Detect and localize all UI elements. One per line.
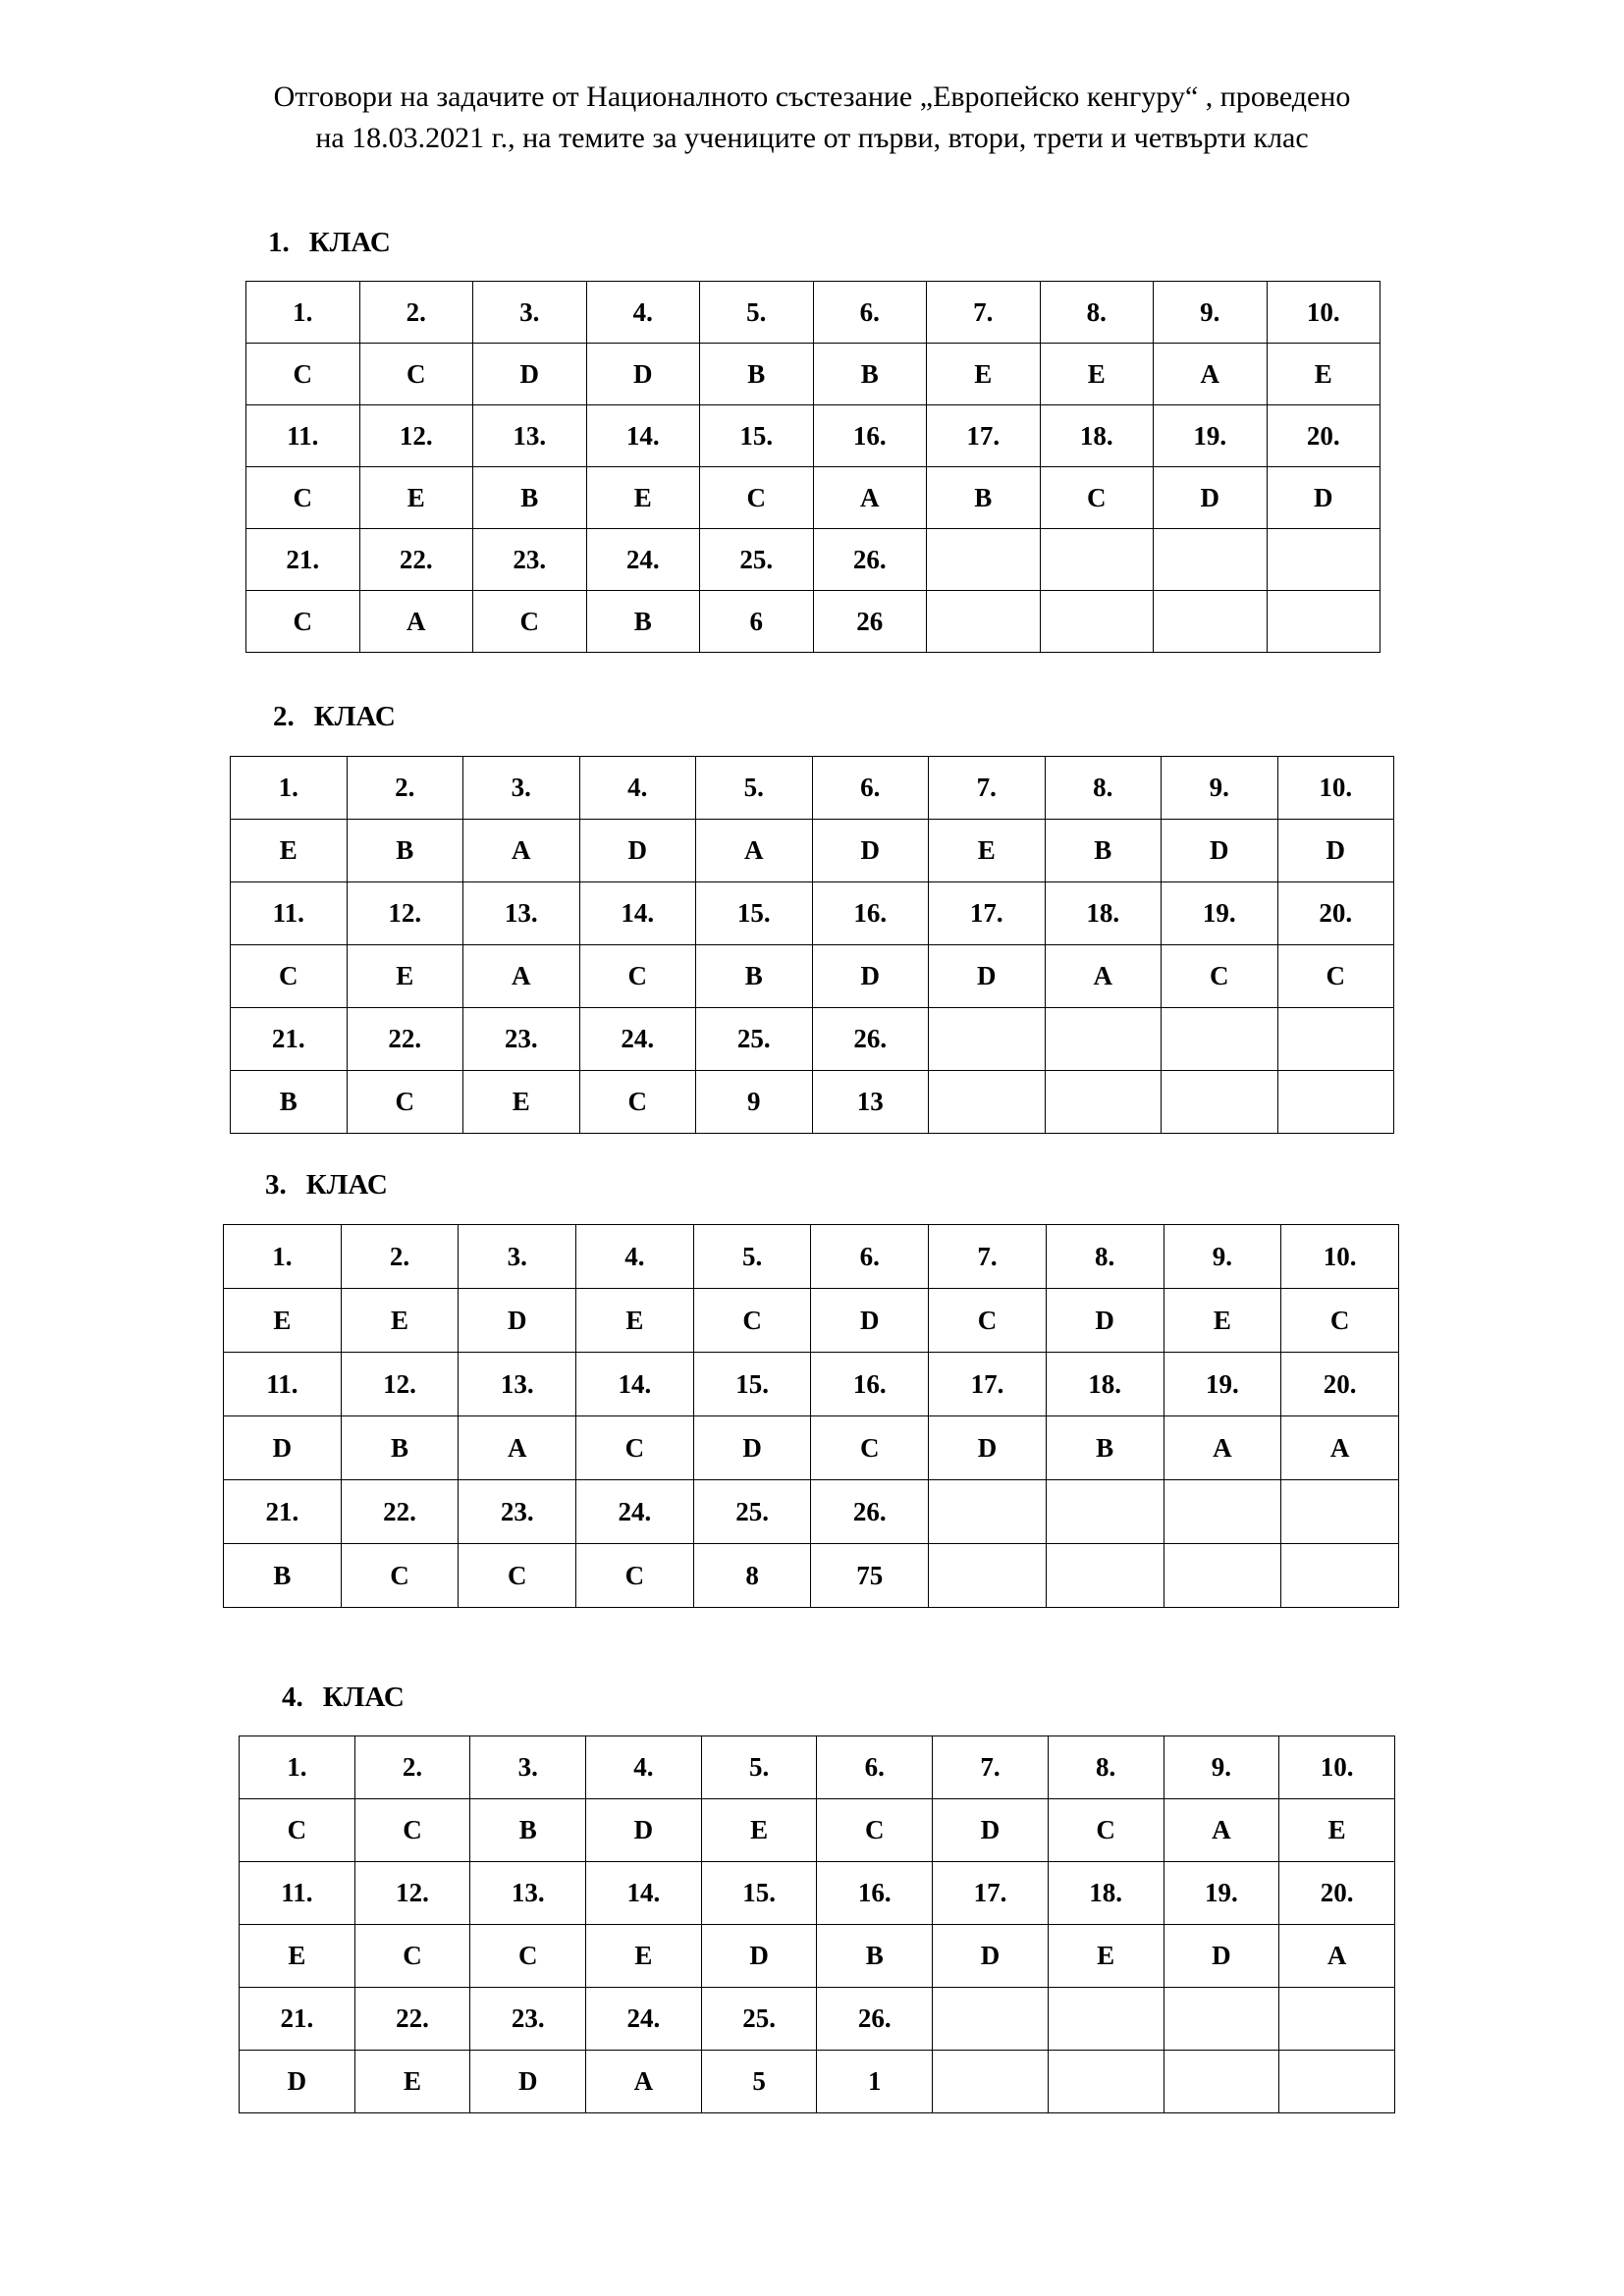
answer-cell: D xyxy=(1046,1289,1164,1353)
answer-cell: D xyxy=(929,945,1046,1008)
question-number-cell: 16. xyxy=(817,1862,933,1925)
answer-cell: 6 xyxy=(700,591,814,653)
question-number-cell: 12. xyxy=(354,1862,470,1925)
question-number-cell: 5. xyxy=(701,1736,817,1799)
answer-cell: A xyxy=(1045,945,1162,1008)
answer-cell: C xyxy=(347,1071,463,1134)
question-number-cell: 18. xyxy=(1046,1353,1164,1416)
answer-cell: D xyxy=(473,344,587,405)
question-number-cell: 14. xyxy=(576,1353,694,1416)
question-number-cell xyxy=(1045,1008,1162,1071)
answer-cell: 75 xyxy=(811,1544,929,1608)
section-heading-grade-2 xyxy=(273,700,396,733)
question-number-cell: 15. xyxy=(701,1862,817,1925)
answer-cell: C xyxy=(240,1799,355,1862)
answer-cell: D xyxy=(240,2051,355,2113)
answer-row xyxy=(224,1289,1399,1353)
question-number-cell: 2. xyxy=(359,282,473,344)
answer-cell: E xyxy=(701,1799,817,1862)
question-number-cell: 3. xyxy=(470,1736,586,1799)
section-label: КЛАС xyxy=(313,701,396,732)
question-number-cell: 12. xyxy=(359,405,473,467)
question-number-cell xyxy=(1048,1988,1164,2051)
answer-cell: D xyxy=(1267,467,1380,529)
answer-cell: A xyxy=(1281,1416,1399,1480)
answer-cell: E xyxy=(347,945,463,1008)
answer-row xyxy=(240,2051,1395,2113)
answer-cell: E xyxy=(240,1925,355,1988)
answer-cell: C xyxy=(811,1416,929,1480)
document-title-line-1: Отговори на задачите от Националното състезание „Европейско кенгуру“ , проведено xyxy=(273,80,1351,113)
question-number-cell xyxy=(933,1988,1049,2051)
question-number-cell xyxy=(1040,529,1154,591)
question-number-cell: 11. xyxy=(240,1862,355,1925)
section-number: 1. xyxy=(268,227,290,258)
question-number-cell: 11. xyxy=(231,882,348,945)
question-number-cell xyxy=(927,529,1041,591)
question-number-row xyxy=(231,1008,1394,1071)
section-number: 2. xyxy=(273,701,295,732)
question-number-cell: 4. xyxy=(586,282,700,344)
question-number-cell: 20. xyxy=(1281,1353,1399,1416)
question-number-cell xyxy=(929,1008,1046,1071)
answer-cell: B xyxy=(347,820,463,882)
question-number-cell: 2. xyxy=(354,1736,470,1799)
answer-cell: D xyxy=(1154,467,1268,529)
answer-cell: C xyxy=(700,467,814,529)
question-number-row xyxy=(240,1988,1395,2051)
section-number: 3. xyxy=(265,1169,287,1201)
question-number-cell xyxy=(1164,1988,1279,2051)
question-number-cell: 25. xyxy=(701,1988,817,2051)
question-number-cell: 5. xyxy=(696,757,813,820)
question-number-cell: 7. xyxy=(933,1736,1049,1799)
question-number-cell: 14. xyxy=(586,1862,702,1925)
section-heading-grade-3 xyxy=(265,1168,388,1201)
answer-cell: C xyxy=(693,1289,811,1353)
question-number-cell xyxy=(1154,529,1268,591)
answer-cell: A xyxy=(1154,344,1268,405)
answer-cell: E xyxy=(929,820,1046,882)
answer-row xyxy=(224,1416,1399,1480)
answer-cell: B xyxy=(817,1925,933,1988)
answer-cell: B xyxy=(473,467,587,529)
answer-cell: B xyxy=(1045,820,1162,882)
answer-cell xyxy=(929,1544,1047,1608)
answer-cell: D xyxy=(470,2051,586,2113)
question-number-cell xyxy=(1164,1480,1281,1544)
answer-cell: D xyxy=(929,1416,1047,1480)
question-number-cell: 1. xyxy=(224,1225,342,1289)
question-number-row xyxy=(240,1862,1395,1925)
question-number-cell: 17. xyxy=(929,1353,1047,1416)
question-number-cell: 5. xyxy=(693,1225,811,1289)
question-number-cell: 7. xyxy=(929,1225,1047,1289)
question-number-cell: 6. xyxy=(812,757,929,820)
answer-cell: 5 xyxy=(701,2051,817,2113)
question-number-cell: 21. xyxy=(240,1988,355,2051)
question-number-cell: 3. xyxy=(473,282,587,344)
question-number-cell: 14. xyxy=(586,405,700,467)
question-number-cell: 10. xyxy=(1279,1736,1395,1799)
answer-cell: C xyxy=(470,1925,586,1988)
question-number-row xyxy=(246,405,1380,467)
question-number-cell: 12. xyxy=(347,882,463,945)
answer-cell: C xyxy=(246,591,360,653)
answer-cell: C xyxy=(246,344,360,405)
question-number-row xyxy=(246,282,1380,344)
question-number-cell: 24. xyxy=(586,529,700,591)
answer-row xyxy=(231,945,1394,1008)
question-number-row xyxy=(231,882,1394,945)
answer-cell: A xyxy=(586,2051,702,2113)
answer-cell xyxy=(1281,1544,1399,1608)
answer-cell xyxy=(1277,1071,1394,1134)
answers-table-grade-2 xyxy=(230,756,1394,1134)
answer-cell: D xyxy=(812,820,929,882)
answer-cell: A xyxy=(459,1416,576,1480)
question-number-row xyxy=(246,529,1380,591)
answer-cell: C xyxy=(1277,945,1394,1008)
question-number-cell: 9. xyxy=(1164,1225,1281,1289)
section-heading-grade-1 xyxy=(268,226,391,259)
answer-cell xyxy=(1279,2051,1395,2113)
question-number-cell: 15. xyxy=(696,882,813,945)
answer-cell xyxy=(1164,1544,1281,1608)
answer-cell: D xyxy=(701,1925,817,1988)
question-number-cell: 26. xyxy=(812,1008,929,1071)
answer-cell: E xyxy=(359,467,473,529)
question-number-cell: 3. xyxy=(459,1225,576,1289)
question-number-cell: 23. xyxy=(470,1988,586,2051)
question-number-cell: 15. xyxy=(700,405,814,467)
question-number-cell: 8. xyxy=(1045,757,1162,820)
answer-cell xyxy=(929,1071,1046,1134)
answer-cell: C xyxy=(579,1071,696,1134)
answer-cell: C xyxy=(246,467,360,529)
question-number-cell: 16. xyxy=(813,405,927,467)
answer-row xyxy=(246,591,1380,653)
question-number-row xyxy=(240,1736,1395,1799)
question-number-cell: 23. xyxy=(463,1008,580,1071)
answer-cell: E xyxy=(586,467,700,529)
answer-cell: C xyxy=(929,1289,1047,1353)
answer-cell: E xyxy=(463,1071,580,1134)
answer-row xyxy=(246,344,1380,405)
section-label: КЛАС xyxy=(305,1169,388,1201)
answer-cell: B xyxy=(700,344,814,405)
question-number-cell: 10. xyxy=(1277,757,1394,820)
question-number-cell: 10. xyxy=(1267,282,1380,344)
question-number-cell: 26. xyxy=(811,1480,929,1544)
answer-row xyxy=(240,1799,1395,1862)
answer-cell xyxy=(1267,591,1380,653)
question-number-cell: 7. xyxy=(929,757,1046,820)
question-number-cell: 25. xyxy=(700,529,814,591)
answer-cell: E xyxy=(586,1925,702,1988)
question-number-cell: 21. xyxy=(231,1008,348,1071)
answer-cell: A xyxy=(359,591,473,653)
answer-cell: C xyxy=(1281,1289,1399,1353)
question-number-row xyxy=(224,1353,1399,1416)
answer-cell: 8 xyxy=(693,1544,811,1608)
question-number-cell: 6. xyxy=(813,282,927,344)
answer-cell: A xyxy=(1164,1416,1281,1480)
answers-table-grade-3 xyxy=(223,1224,1399,1608)
answers-table-grade-4 xyxy=(239,1735,1395,2113)
answer-cell: B xyxy=(470,1799,586,1862)
answer-row xyxy=(246,467,1380,529)
answer-cell: 26 xyxy=(813,591,927,653)
question-number-cell: 12. xyxy=(341,1353,459,1416)
section-label: КЛАС xyxy=(322,1682,405,1713)
answer-cell: D xyxy=(1277,820,1394,882)
section-heading-grade-4 xyxy=(282,1681,405,1714)
question-number-cell: 18. xyxy=(1045,882,1162,945)
question-number-cell: 22. xyxy=(354,1988,470,2051)
question-number-cell: 4. xyxy=(576,1225,694,1289)
section-label: КЛАС xyxy=(308,227,391,258)
question-number-cell: 13. xyxy=(459,1353,576,1416)
answer-cell: D xyxy=(812,945,929,1008)
answer-cell: D xyxy=(579,820,696,882)
question-number-cell: 14. xyxy=(579,882,696,945)
question-number-cell: 13. xyxy=(463,882,580,945)
answer-cell xyxy=(1046,1544,1164,1608)
answer-cell xyxy=(1048,2051,1164,2113)
answer-cell: E xyxy=(1267,344,1380,405)
question-number-cell: 20. xyxy=(1277,882,1394,945)
answer-cell: C xyxy=(354,1925,470,1988)
answer-cell: C xyxy=(1040,467,1154,529)
question-number-cell: 23. xyxy=(459,1480,576,1544)
answer-cell: A xyxy=(463,820,580,882)
answer-cell: B xyxy=(341,1416,459,1480)
question-number-cell: 10. xyxy=(1281,1225,1399,1289)
answer-cell xyxy=(1162,1071,1278,1134)
question-number-cell: 11. xyxy=(224,1353,342,1416)
answer-cell: C xyxy=(1162,945,1278,1008)
question-number-cell: 9. xyxy=(1154,282,1268,344)
question-number-cell xyxy=(929,1480,1047,1544)
answer-cell: D xyxy=(459,1289,576,1353)
question-number-cell: 9. xyxy=(1164,1736,1279,1799)
answer-cell: B xyxy=(927,467,1041,529)
answer-cell: D xyxy=(811,1289,929,1353)
question-number-cell xyxy=(1267,529,1380,591)
answer-cell: C xyxy=(817,1799,933,1862)
question-number-cell: 1. xyxy=(246,282,360,344)
answer-cell: E xyxy=(1040,344,1154,405)
answer-row xyxy=(240,1925,1395,1988)
question-number-cell: 20. xyxy=(1267,405,1380,467)
answer-cell: A xyxy=(1164,1799,1279,1862)
document-title xyxy=(0,77,1624,159)
answer-cell: C xyxy=(1048,1799,1164,1862)
question-number-cell xyxy=(1162,1008,1278,1071)
question-number-cell xyxy=(1279,1988,1395,2051)
question-number-cell: 11. xyxy=(246,405,360,467)
question-number-cell: 25. xyxy=(696,1008,813,1071)
answer-cell: 1 xyxy=(817,2051,933,2113)
question-number-cell: 22. xyxy=(347,1008,463,1071)
answer-cell: C xyxy=(576,1416,694,1480)
question-number-cell: 21. xyxy=(224,1480,342,1544)
question-number-cell: 19. xyxy=(1164,1353,1281,1416)
answer-cell: D xyxy=(933,1925,1049,1988)
answer-cell: A xyxy=(813,467,927,529)
question-number-cell: 13. xyxy=(470,1862,586,1925)
answer-cell xyxy=(927,591,1041,653)
answer-cell: B xyxy=(586,591,700,653)
question-number-cell: 4. xyxy=(579,757,696,820)
answer-cell: C xyxy=(359,344,473,405)
answer-cell: D xyxy=(693,1416,811,1480)
answer-cell: E xyxy=(224,1289,342,1353)
answer-cell: C xyxy=(473,591,587,653)
answer-cell: E xyxy=(354,2051,470,2113)
question-number-cell: 16. xyxy=(811,1353,929,1416)
question-number-cell: 21. xyxy=(246,529,360,591)
answer-cell: E xyxy=(1279,1799,1395,1862)
question-number-cell: 8. xyxy=(1040,282,1154,344)
question-number-cell: 2. xyxy=(341,1225,459,1289)
answer-cell: 9 xyxy=(696,1071,813,1134)
answer-cell: A xyxy=(696,820,813,882)
question-number-row xyxy=(231,757,1394,820)
answer-row xyxy=(224,1544,1399,1608)
answer-cell: E xyxy=(1164,1289,1281,1353)
answer-cell: E xyxy=(927,344,1041,405)
answer-cell: C xyxy=(579,945,696,1008)
answer-cell: E xyxy=(231,820,348,882)
question-number-cell: 5. xyxy=(700,282,814,344)
answer-cell: B xyxy=(1046,1416,1164,1480)
answers-table-grade-1 xyxy=(245,281,1380,653)
answer-row xyxy=(231,1071,1394,1134)
question-number-cell: 17. xyxy=(933,1862,1049,1925)
question-number-cell: 4. xyxy=(586,1736,702,1799)
question-number-cell: 17. xyxy=(929,882,1046,945)
answer-cell: D xyxy=(224,1416,342,1480)
question-number-cell: 19. xyxy=(1164,1862,1279,1925)
question-number-cell: 22. xyxy=(341,1480,459,1544)
question-number-cell: 16. xyxy=(812,882,929,945)
answer-cell xyxy=(1154,591,1268,653)
question-number-cell: 24. xyxy=(576,1480,694,1544)
answer-cell xyxy=(1040,591,1154,653)
answer-cell: C xyxy=(341,1544,459,1608)
question-number-cell xyxy=(1277,1008,1394,1071)
answer-cell: C xyxy=(459,1544,576,1608)
question-number-cell: 26. xyxy=(817,1988,933,2051)
question-number-cell: 9. xyxy=(1162,757,1278,820)
question-number-cell xyxy=(1281,1480,1399,1544)
answer-cell: D xyxy=(586,344,700,405)
question-number-cell: 22. xyxy=(359,529,473,591)
answer-cell xyxy=(933,2051,1049,2113)
question-number-cell: 24. xyxy=(586,1988,702,2051)
question-number-cell: 18. xyxy=(1048,1862,1164,1925)
question-number-cell: 3. xyxy=(463,757,580,820)
answer-cell: A xyxy=(463,945,580,1008)
question-number-cell: 7. xyxy=(927,282,1041,344)
question-number-cell xyxy=(1046,1480,1164,1544)
answer-cell: C xyxy=(354,1799,470,1862)
section-number: 4. xyxy=(282,1682,303,1713)
question-number-cell: 2. xyxy=(347,757,463,820)
question-number-cell: 6. xyxy=(817,1736,933,1799)
answer-cell: C xyxy=(576,1544,694,1608)
answer-cell: B xyxy=(231,1071,348,1134)
answer-cell: D xyxy=(586,1799,702,1862)
question-number-cell: 8. xyxy=(1046,1225,1164,1289)
answer-cell: B xyxy=(224,1544,342,1608)
question-number-cell: 13. xyxy=(473,405,587,467)
question-number-cell: 6. xyxy=(811,1225,929,1289)
question-number-cell: 26. xyxy=(813,529,927,591)
answer-cell: B xyxy=(813,344,927,405)
answer-cell xyxy=(1045,1071,1162,1134)
question-number-cell: 24. xyxy=(579,1008,696,1071)
question-number-cell: 18. xyxy=(1040,405,1154,467)
question-number-cell: 17. xyxy=(927,405,1041,467)
question-number-cell: 19. xyxy=(1154,405,1268,467)
answer-cell: D xyxy=(1164,1925,1279,1988)
question-number-cell: 1. xyxy=(231,757,348,820)
answer-cell: 13 xyxy=(812,1071,929,1134)
question-number-cell: 15. xyxy=(693,1353,811,1416)
answer-cell: E xyxy=(576,1289,694,1353)
answer-cell: E xyxy=(341,1289,459,1353)
answer-row xyxy=(231,820,1394,882)
question-number-cell: 25. xyxy=(693,1480,811,1544)
question-number-cell: 20. xyxy=(1279,1862,1395,1925)
question-number-cell: 23. xyxy=(473,529,587,591)
answer-cell: A xyxy=(1279,1925,1395,1988)
question-number-row xyxy=(224,1480,1399,1544)
answer-cell: E xyxy=(1048,1925,1164,1988)
answer-cell: C xyxy=(231,945,348,1008)
document-title-line-2: на 18.03.2021 г., на темите за учениците от първи, втори, трети и четвърти клас xyxy=(315,122,1309,154)
answer-cell xyxy=(1164,2051,1279,2113)
answer-cell: D xyxy=(933,1799,1049,1862)
answer-cell: D xyxy=(1162,820,1278,882)
answer-cell: B xyxy=(696,945,813,1008)
question-number-row xyxy=(224,1225,1399,1289)
question-number-cell: 8. xyxy=(1048,1736,1164,1799)
question-number-cell: 19. xyxy=(1162,882,1278,945)
question-number-cell: 1. xyxy=(240,1736,355,1799)
